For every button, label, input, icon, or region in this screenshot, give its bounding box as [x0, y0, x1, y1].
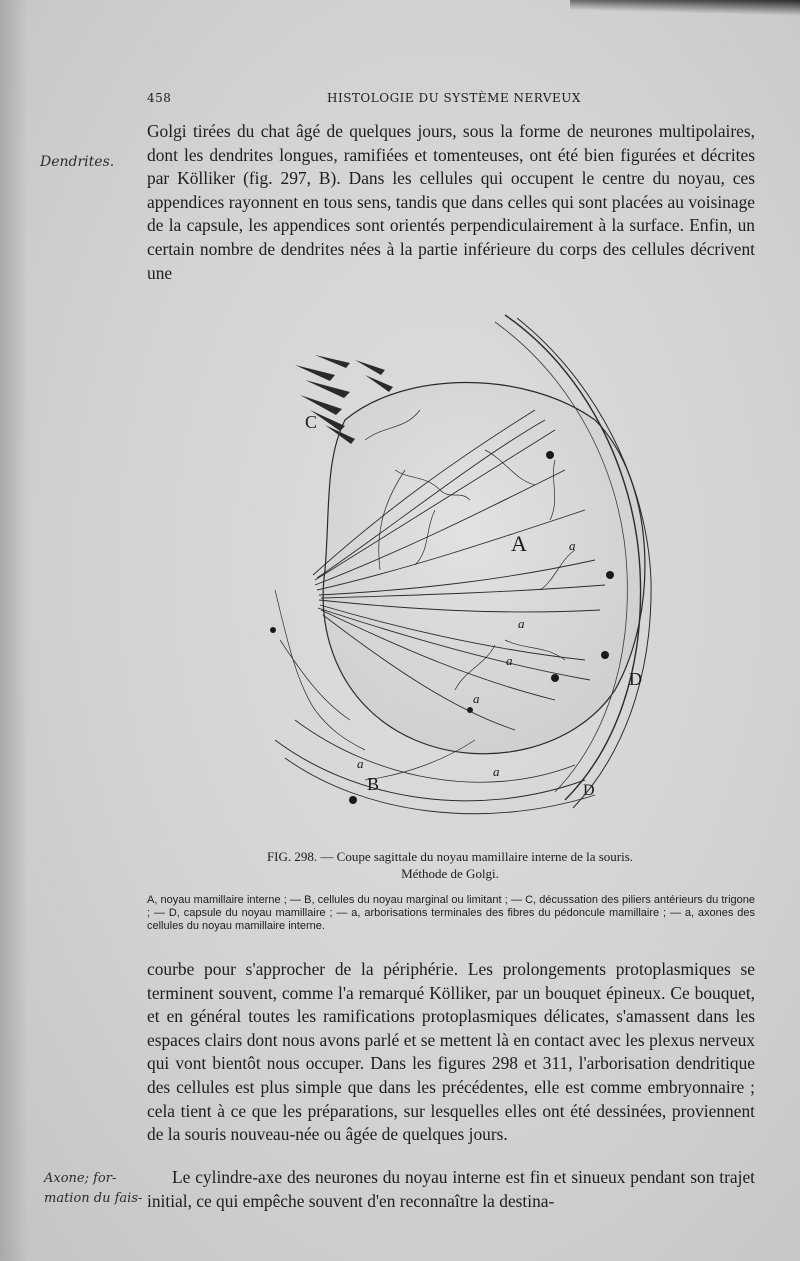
paragraph-middle: courbe pour s'approcher de la périphérie. Les prolongements protoplasmiques se terminent souvent, comme l'a remarqué Kölliker, par un bouquet épineux. Ce bouquet, et en général toutes les ramifications protoplasmiques délicates, s'amassent dans les espaces clairs dont nous avons parlé et se mettent là en contact avec les plexus nerveux qui vont bientôt nous occuper. Dans les figures 298 et 311, l'arborisation dendritique des cellules est plus simple que dans les précédentes, elle est comme embryonnaire ; cela tient à ce que les préparations, sur lesquelles elles ont été dessinées, proviennent de la souris nouveau-née ou âgée de quelques jours. — [147, 959, 755, 1145]
label-a-5: a — [357, 756, 364, 771]
label-a-2: a — [518, 616, 525, 631]
caption-line-1: FIG. 298. — Coupe sagittale du noyau mamillaire interne de la souris. — [266, 849, 634, 864]
page-number: 458 — [147, 91, 172, 105]
figure-298 — [255, 310, 675, 830]
histology-illustration — [255, 310, 675, 830]
paragraph-bottom: Le cylindre-axe des neurones du noyau interne est fin et sinueux pendant son trajet initial, ce qui empêche souvent d'en reconnaître la destina- — [147, 1167, 755, 1211]
label-a-1: a — [569, 538, 576, 553]
figure-caption — [160, 848, 740, 882]
label-a-3: a — [506, 653, 513, 668]
label-C: C — [305, 412, 318, 432]
label-a-6: a — [493, 764, 500, 779]
label-B: B — [367, 774, 380, 794]
label-a-4: a — [473, 691, 480, 706]
caption-line-2: Méthode de Golgi. — [401, 866, 499, 881]
margin-note-axone-line1: Axone; for- — [44, 1171, 117, 1186]
label-D-upper: D — [629, 669, 642, 689]
margin-note-axone-line2: mation du fais- — [44, 1191, 143, 1206]
margin-note-dendrites: Dendrites. — [40, 154, 115, 170]
label-A: A — [511, 531, 527, 556]
running-head: HISTOLOGIE DU SYSTÈME NERVEUX — [327, 91, 581, 105]
figure-legend: A, noyau mamillaire interne ; — B, cellules du noyau marginal ou limitant ; — C, décussation des piliers antérieurs du trigone ; — D, capsule du noyau mamillaire ; — a, arborisations terminales des fibres du pédoncule mamillaire ; — a, axones des cellules du noyau mamillaire interne. — [147, 894, 755, 932]
label-D-lower: D — [583, 782, 595, 799]
page-header — [147, 91, 755, 111]
paragraph-top: Golgi tirées du chat âgé de quelques jours, sous la forme de neurones multipolaires, dont les dendrites longues, ramifiées et tomenteuses, ont été bien figurées et décrites par Kölliker (fig. 297, B). Dans les cellules qui occupent le centre du noyau, ces appendices rayonnent en tous sens, tandis que dans celles qui sont placées au voisinage de la capsule, les appendices sont orientés perpendiculairement à la surface. Enfin, un certain nombre de dendrites nées à la partie inférieure du corps des cellules décrivent une — [147, 121, 755, 283]
margin-note-axone — [44, 1169, 142, 1209]
